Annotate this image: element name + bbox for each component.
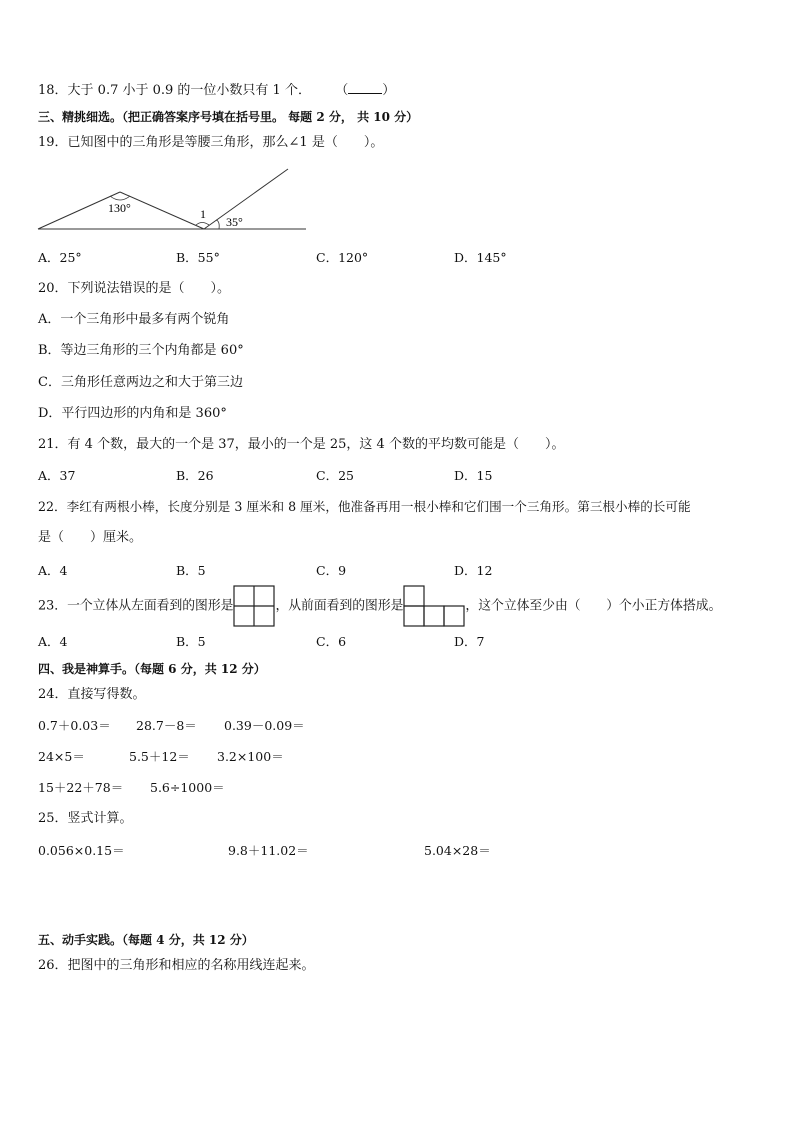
question-23 — [38, 585, 721, 628]
q24-item: 15＋22＋78＝ — [38, 780, 124, 795]
q23-option-b[interactable]: B．5 — [176, 634, 206, 649]
q20-choice-c[interactable]: C．三角形任意两边之和大于第三边 — [38, 375, 243, 390]
angle-1-label: 1 — [200, 207, 206, 221]
q24-item: 28.7－8＝ — [136, 718, 197, 733]
question-18 — [38, 81, 395, 100]
q21-option-c[interactable]: C．25 — [316, 468, 354, 483]
answer-blank[interactable] — [348, 81, 382, 94]
q22-option-a[interactable]: A．4 — [38, 563, 68, 578]
q24-item: 5.6÷1000＝ — [150, 780, 225, 795]
question-22-line-1: 22．李红有两根小棒，长度分别是 3 厘米和 8 厘米，他准备再用一根小棒和它们围一个三角形。第三根小棒的长可能 — [38, 499, 691, 514]
section-3-heading: 三、精挑细选。（把正确答案序号填在括号里。 每题 2 分， 共 10 分） — [38, 110, 419, 124]
q22-option-d[interactable]: D．12 — [454, 563, 493, 578]
left-view-grid-icon — [233, 585, 275, 627]
q22-option-b[interactable]: B．5 — [176, 563, 206, 578]
triangle-right-side — [120, 192, 204, 229]
q24-item: 24×5＝ — [38, 749, 85, 764]
q23-text-part-1: 23．一个立体从左面看到的图形是 — [38, 598, 234, 614]
angle-35-label: 35° — [226, 215, 243, 229]
q25-item: 5.04×28＝ — [424, 843, 491, 858]
q23-option-d[interactable]: D．7 — [454, 634, 485, 649]
paren-open: （ — [335, 83, 349, 98]
q25-item: 9.8＋11.02＝ — [228, 843, 309, 858]
q24-item: 5.5＋12＝ — [129, 749, 190, 764]
section-5-heading: 五、动手实践。（每题 4 分，共 12 分） — [38, 933, 254, 947]
q23-option-a[interactable]: A．4 — [38, 634, 68, 649]
q19-option-d[interactable]: D．145° — [454, 250, 507, 265]
question-25: 25．竖式计算。 — [38, 811, 133, 826]
q24-item: 0.39－0.09＝ — [224, 718, 305, 733]
isosceles-triangle-figure — [36, 164, 308, 234]
apex-angle-label: 130° — [108, 201, 131, 215]
question-22-line-2: 是（ ）厘米。 — [38, 530, 143, 545]
q23-text-part-3: ，这个立体至少由（ ）个小正方体搭成。 — [465, 598, 722, 614]
angle-1-arc — [196, 223, 209, 226]
q21-option-d[interactable]: D．15 — [454, 468, 493, 483]
question-21: 21．有 4 个数，最大的一个是 37，最小的一个是 25，这 4 个数的平均数可能是（ ）。 — [38, 437, 565, 452]
q23-text-part-2: ，从前面看到的图形是 — [275, 598, 404, 614]
angle-35-arc — [216, 220, 219, 229]
q21-option-a[interactable]: A．37 — [38, 468, 76, 483]
section-4-heading: 四、我是神算手。（每题 6 分，共 12 分） — [38, 662, 266, 676]
question-19: 19．已知图中的三角形是等腰三角形，那么∠1 是（ ）。 — [38, 135, 384, 150]
paren-close: ） — [382, 83, 396, 98]
q22-option-c[interactable]: C．9 — [316, 563, 347, 578]
front-view-grid-icon — [403, 585, 465, 627]
q19-option-a[interactable]: A．25° — [38, 250, 82, 265]
q20-choice-d[interactable]: D．平行四边形的内角和是 360° — [38, 406, 227, 421]
apex-angle-arc — [110, 196, 130, 200]
q19-option-c[interactable]: C．120° — [316, 250, 369, 265]
question-24: 24．直接写得数。 — [38, 687, 146, 702]
question-18-text: 18．大于 0.7 小于 0.9 的一位小数只有 1 个． — [38, 83, 311, 98]
q19-option-b[interactable]: B．55° — [176, 250, 220, 265]
q20-choice-b[interactable]: B．等边三角形的三个内角都是 60° — [38, 343, 244, 358]
question-26: 26．把图中的三角形和相应的名称用线连起来。 — [38, 958, 315, 973]
q25-item: 0.056×0.15＝ — [38, 843, 125, 858]
question-20: 20．下列说法错误的是（ ）。 — [38, 281, 231, 296]
q24-item: 0.7＋0.03＝ — [38, 718, 111, 733]
q20-choice-a[interactable]: A．一个三角形中最多有两个锐角 — [38, 312, 230, 327]
q23-option-c[interactable]: C．6 — [316, 634, 347, 649]
q21-option-b[interactable]: B．26 — [176, 468, 214, 483]
q24-item: 3.2×100＝ — [217, 749, 284, 764]
